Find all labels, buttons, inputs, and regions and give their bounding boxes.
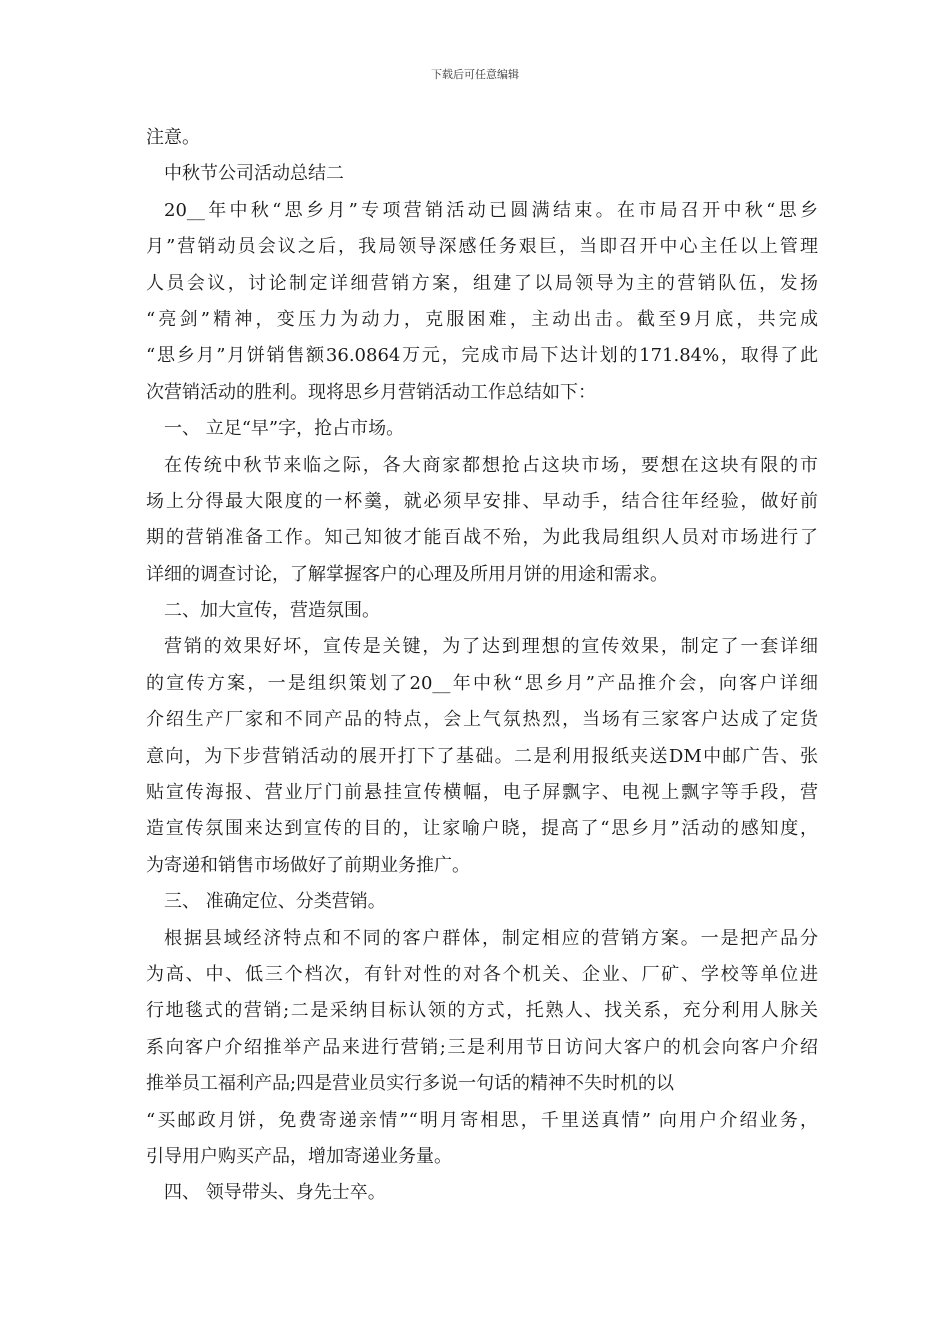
text-line: 场上分得最大限度的一杯羹，就必须早安排、早动手，结合往年经验，做好前 bbox=[146, 490, 818, 512]
text-line: 为高、中、低三个档次，有针对性的对各个机关、企业、厂矿、学校等单位进 bbox=[146, 963, 818, 985]
text-line: “思乡月”月饼销售额36.0864万元，完成市局下达计划的171.84%，取得了此 bbox=[146, 345, 818, 367]
text-line: 贴宣传海报、营业厅门前悬挂宣传横幅，电子屏飘字、电视上飘字等手段，营 bbox=[146, 782, 818, 804]
text-line: 行地毯式的营销;二是采纳目标认领的方式，托熟人、找关系，充分利用人脉关 bbox=[146, 1000, 818, 1022]
section-heading: 二、加大宣传，营造氛围。 bbox=[164, 600, 380, 622]
section-title: 中秋节公司活动总结二 bbox=[164, 163, 344, 185]
text-line: 注意。 bbox=[146, 127, 200, 148]
text-line: 在传统中秋节来临之际，各大商家都想抢占这块市场，要想在这块有限的市 bbox=[164, 454, 818, 476]
text-line: 的宣传方案，一是组织策划了20__年中秋“思乡月”产品推介会，向客户详细 bbox=[146, 672, 818, 694]
text-line: “买邮政月饼，免费寄递亲情”“明月寄相思，千里送真情” 向用户介绍业务， bbox=[146, 1109, 818, 1131]
text-line: 系向客户介绍推举产品来进行营销;三是利用节日访问大客户的机会向客户介绍 bbox=[146, 1036, 818, 1058]
document-body bbox=[146, 120, 818, 1212]
text-line: 20__年中秋“思乡月”专项营销活动已圆满结束。在市局召开中秋“思乡 bbox=[164, 199, 818, 221]
page-header: 下载后可任意编辑 bbox=[431, 68, 519, 81]
text-line: 造宣传氛围来达到宣传的目的，让家喻户晓，提高了“思乡月”活动的感知度， bbox=[146, 818, 818, 840]
text-line: 引导用户购买产品，增加寄递业务量。 bbox=[146, 1145, 452, 1167]
text-line: 详细的调查讨论，了解掌握客户的心理及所用月饼的用途和需求。 bbox=[146, 563, 668, 585]
text-line: 介绍生产厂家和不同产品的特点，会上气氛热烈，当场有三家客户达成了定货 bbox=[146, 709, 818, 731]
text-line: “亮剑”精神，变压力为动力，克服困难，主动出击。截至9月底，共完成 bbox=[146, 308, 818, 330]
section-heading: 三、 准确定位、分类营销。 bbox=[164, 891, 386, 913]
text-line: 根据县域经济特点和不同的客户群体，制定相应的营销方案。一是把产品分 bbox=[164, 927, 818, 949]
text-line: 月”营销动员会议之后，我局领导深感任务艰巨，当即召开中心主任以上管理 bbox=[146, 236, 818, 258]
text-line: 期的营销准备工作。知己知彼才能百战不殆，为此我局组织人员对市场进行了 bbox=[146, 527, 818, 549]
text-line: 为寄递和销售市场做好了前期业务推广。 bbox=[146, 854, 470, 876]
text-line: 次营销活动的胜利。现将思乡月营销活动工作总结如下： bbox=[146, 381, 596, 403]
text-line: 人员会议，讨论制定详细营销方案，组建了以局领导为主的营销队伍，发扬 bbox=[146, 272, 818, 294]
section-heading: 四、 领导带头、身先士卒。 bbox=[164, 1182, 386, 1204]
text-line: 意向，为下步营销活动的展开打下了基础。二是利用报纸夹送DM中邮广告、张 bbox=[146, 745, 818, 767]
text-line: 营销的效果好坏，宣传是关键，为了达到理想的宣传效果，制定了一套详细 bbox=[164, 636, 818, 658]
text-line: 推举员工福利产品;四是营业员实行多说一句话的精神不失时机的以 bbox=[146, 1073, 675, 1095]
section-heading: 一、 立足“早”字，抢占市场。 bbox=[164, 418, 405, 440]
